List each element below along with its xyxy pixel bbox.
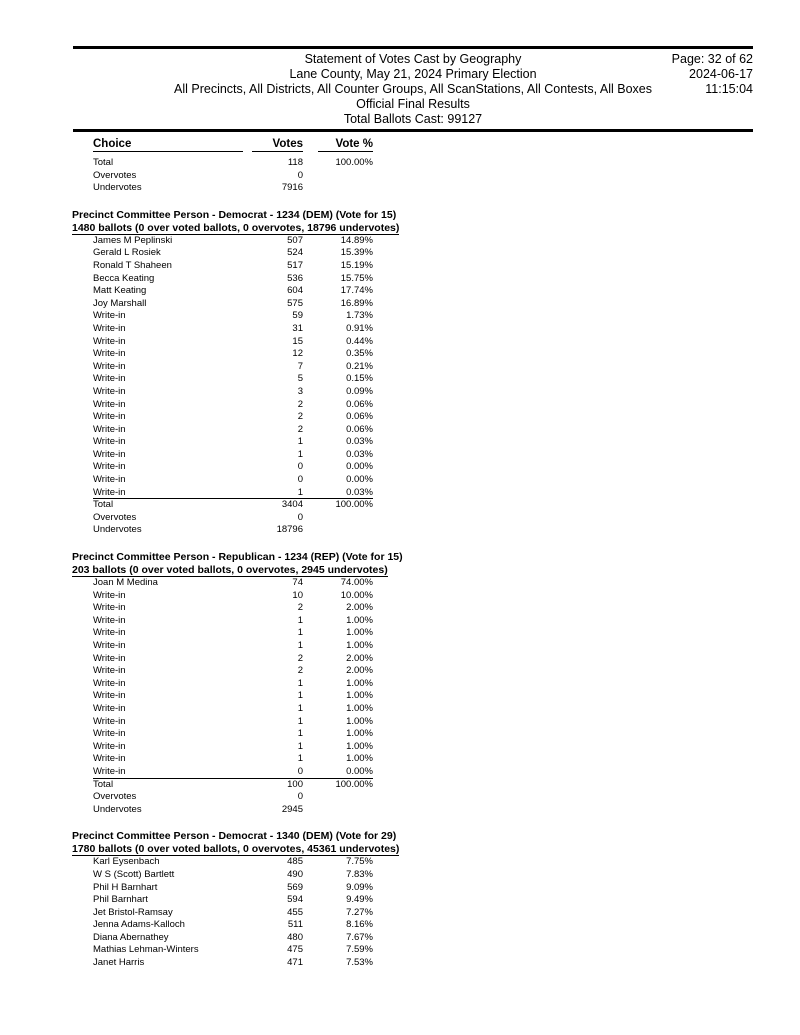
vote-percent: 2.00% [346, 652, 373, 664]
vote-percent: 1.00% [346, 740, 373, 752]
vote-count: 1 [297, 436, 303, 448]
vote-percent: 1.73% [346, 310, 373, 322]
choice-name: Becca Keating [93, 272, 155, 284]
column-header-vote-pct: Vote % [335, 138, 373, 150]
vote-percent: 0.03% [346, 486, 373, 498]
result-row [0, 944, 800, 957]
vote-count: 517 [287, 259, 303, 271]
vote-percent: 16.89% [340, 297, 373, 309]
result-row [0, 235, 800, 248]
vote-count: 490 [287, 868, 303, 880]
vote-count: 3 [297, 385, 303, 397]
vote-percent: 9.49% [346, 894, 373, 906]
report-time: 11:15:04 [705, 82, 753, 96]
result-row [0, 804, 800, 817]
vote-count: 5 [297, 373, 303, 385]
choice-name: Write-in [93, 360, 126, 372]
vote-count: 74 [292, 577, 303, 589]
vote-percent: 0.00% [346, 474, 373, 486]
vote-percent: 15.19% [340, 259, 373, 271]
choice-name: Phil H Barnhart [93, 881, 158, 893]
report-title: Statement of Votes Cast by Geography [304, 52, 522, 66]
result-row [0, 373, 800, 386]
result-row [0, 690, 800, 703]
section-gap [0, 195, 800, 209]
result-row [0, 399, 800, 412]
choice-name: Write-in [93, 665, 126, 677]
choice-name: Write-in [93, 310, 126, 322]
choice-name: Write-in [93, 728, 126, 740]
vote-count: 2 [297, 665, 303, 677]
result-row [0, 386, 800, 399]
choice-name: W S (Scott) Bartlett [93, 868, 175, 880]
vote-percent: 9.09% [346, 881, 373, 893]
vote-count: 7 [297, 360, 303, 372]
page-number: Page: 32 of 62 [671, 52, 753, 66]
section-gap [0, 816, 800, 830]
vote-count: 15 [292, 335, 303, 347]
result-row [0, 932, 800, 945]
choice-name: Gerald L Rosiek [93, 247, 161, 259]
section-gap [0, 537, 800, 551]
vote-percent: 100.00% [335, 499, 373, 511]
result-row [0, 577, 800, 590]
vote-percent: 0.06% [346, 411, 373, 423]
vote-percent: 1.00% [346, 690, 373, 702]
vote-count: 1 [297, 677, 303, 689]
choice-name: James M Peplinski [93, 234, 173, 246]
vote-percent: 7.83% [346, 868, 373, 880]
choice-name: Jenna Adams-Kalloch [93, 919, 185, 931]
result-row [0, 957, 800, 970]
result-row [0, 424, 800, 437]
column-header-votes: Votes [272, 138, 303, 150]
vote-count: 100 [287, 778, 303, 790]
vote-percent: 2.00% [346, 602, 373, 614]
vote-percent: 2.00% [346, 665, 373, 677]
choice-name: Write-in [93, 589, 126, 601]
result-row [0, 791, 800, 804]
vote-percent: 7.67% [346, 931, 373, 943]
result-row [0, 753, 800, 766]
choice-name: Write-in [93, 765, 126, 777]
vote-count: 3404 [281, 499, 303, 511]
choice-name: Write-in [93, 436, 126, 448]
vote-count: 1 [297, 740, 303, 752]
result-row [0, 361, 800, 374]
result-row [0, 273, 800, 286]
contest-ballot-summary-text: 1480 ballots (0 over voted ballots, 0 overvotes, 18796 undervotes) [72, 221, 400, 234]
vote-count: 0 [297, 461, 303, 473]
choice-name: Write-in [93, 690, 126, 702]
choice-name: Write-in [93, 474, 126, 486]
result-row [0, 157, 800, 170]
vote-count: 1 [297, 702, 303, 714]
vote-count: 604 [287, 285, 303, 297]
choice-name: Write-in [93, 486, 126, 498]
choice-name: Undervotes [93, 803, 142, 815]
vote-percent: 0.91% [346, 322, 373, 334]
vote-count: 2 [297, 398, 303, 410]
choice-name: Write-in [93, 602, 126, 614]
vote-count: 31 [292, 322, 303, 334]
choice-name: Total [93, 499, 114, 511]
choice-name: Write-in [93, 614, 126, 626]
vote-percent: 1.00% [346, 614, 373, 626]
vote-percent: 0.06% [346, 423, 373, 435]
result-row [0, 856, 800, 869]
choice-name: Write-in [93, 715, 126, 727]
vote-percent: 0.00% [346, 765, 373, 777]
result-row [0, 907, 800, 920]
choice-name: Total [93, 157, 114, 168]
vote-count: 1 [297, 486, 303, 498]
total-ballots-cast: Total Ballots Cast: 99127 [343, 112, 483, 126]
vote-count: 480 [287, 931, 303, 943]
choice-name: Karl Eysenbach [93, 856, 160, 868]
result-row [0, 336, 800, 349]
vote-percent: 0.21% [346, 360, 373, 372]
result-row [0, 716, 800, 729]
choice-name: Joy Marshall [93, 297, 147, 309]
choice-name: Phil Barnhart [93, 894, 148, 906]
vote-percent: 1.00% [346, 753, 373, 765]
result-row [0, 627, 800, 640]
result-row [0, 741, 800, 754]
vote-count: 524 [287, 247, 303, 259]
choice-name: Overvotes [93, 169, 137, 181]
vote-percent: 0.09% [346, 385, 373, 397]
vote-count: 594 [287, 894, 303, 906]
vote-count: 455 [287, 906, 303, 918]
vote-percent: 0.06% [346, 398, 373, 410]
vote-count: 0 [297, 474, 303, 486]
result-row [0, 678, 800, 691]
report-date: 2024-06-17 [689, 67, 753, 81]
result-row [0, 653, 800, 666]
choice-name: Write-in [93, 640, 126, 651]
choice-name: Write-in [93, 335, 126, 347]
choice-name: Write-in [93, 461, 126, 473]
result-status: Official Final Results [356, 97, 470, 111]
vote-percent: 8.16% [346, 919, 373, 931]
vote-count: 59 [292, 310, 303, 322]
vote-percent: 74.00% [340, 577, 373, 589]
result-row [0, 411, 800, 424]
vote-percent: 1.00% [346, 627, 373, 639]
vote-count: 1 [297, 753, 303, 765]
vote-count: 2945 [281, 803, 303, 815]
vote-count: 118 [287, 157, 303, 168]
contest-ballot-summary-text: 203 ballots (0 over voted ballots, 0 overvotes, 2945 undervotes) [72, 564, 388, 577]
choice-name: Mathias Lehman-Winters [93, 944, 199, 956]
contest-ballot-summary [0, 564, 800, 577]
vote-count: 1 [297, 640, 303, 651]
result-row [0, 512, 800, 525]
contest-ballot-summary-text: 1780 ballots (0 over voted ballots, 0 overvotes, 45361 undervotes) [72, 843, 400, 856]
vote-percent: 0.00% [346, 461, 373, 473]
result-row [0, 436, 800, 449]
result-row [0, 323, 800, 336]
vote-count: 1 [297, 627, 303, 639]
vote-count: 18796 [276, 524, 303, 536]
report-filters: All Precincts, All Districts, All Counter Groups, All ScanStations, All Contests, All Boxes [174, 82, 652, 96]
choice-name: Write-in [93, 753, 126, 765]
choice-name: Write-in [93, 385, 126, 397]
contest-title: Precinct Committee Person - Republican - 1234 (REP) (Vote for 15) [72, 551, 403, 564]
choice-name: Write-in [93, 423, 126, 435]
header-top-rule [73, 46, 753, 49]
choice-name: Joan M Medina [93, 577, 158, 589]
choice-name: Total [93, 778, 114, 790]
result-row [0, 728, 800, 741]
result-row [0, 348, 800, 361]
contest-ballot-summary [0, 843, 800, 856]
choice-name: Write-in [93, 398, 126, 410]
vote-percent: 1.00% [346, 715, 373, 727]
choice-name: Write-in [93, 411, 126, 423]
contest-title: Precinct Committee Person - Democrat - 1234 (DEM) (Vote for 15) [72, 208, 397, 221]
vote-count: 507 [287, 234, 303, 246]
result-row [0, 474, 800, 487]
vote-count: 0 [297, 765, 303, 777]
choice-name: Write-in [93, 373, 126, 385]
result-row [0, 499, 800, 512]
result-row [0, 182, 800, 195]
vote-count: 1 [297, 448, 303, 460]
vote-count: 0 [297, 791, 303, 803]
vote-count: 575 [287, 297, 303, 309]
result-row [0, 869, 800, 882]
vote-percent: 0.03% [346, 448, 373, 460]
contest-title: Precinct Committee Person - Democrat - 1340 (DEM) (Vote for 29) [72, 830, 397, 843]
vote-count: 0 [297, 511, 303, 523]
vote-count: 1 [297, 614, 303, 626]
vote-percent: 100.00% [335, 778, 373, 790]
result-row [0, 602, 800, 615]
result-row [0, 894, 800, 907]
result-row [0, 285, 800, 298]
vote-percent: 7.59% [346, 944, 373, 956]
result-row [0, 665, 800, 678]
election-name: Lane County, May 21, 2024 Primary Election [289, 67, 537, 81]
vote-count: 511 [287, 919, 303, 931]
choice-name: Overvotes [93, 791, 137, 803]
result-row [0, 170, 800, 183]
vote-count: 2 [297, 602, 303, 614]
choice-name: Write-in [93, 740, 126, 752]
choice-name: Undervotes [93, 524, 142, 536]
vote-count: 471 [287, 957, 303, 969]
choice-name: Diana Abernathey [93, 931, 169, 943]
choice-name: Write-in [93, 677, 126, 689]
choice-name: Write-in [93, 448, 126, 460]
vote-count: 1 [297, 715, 303, 727]
choice-name: Matt Keating [93, 285, 147, 297]
choice-name: Overvotes [93, 511, 137, 523]
result-row [0, 766, 800, 779]
vote-percent: 100.00% [335, 157, 373, 168]
column-header-rule [93, 151, 243, 152]
vote-percent: 0.44% [346, 335, 373, 347]
vote-count: 1 [297, 690, 303, 702]
choice-name: Write-in [93, 627, 126, 639]
choice-name: Ronald T Shaheen [93, 259, 172, 271]
vote-percent: 1.00% [346, 728, 373, 740]
vote-percent: 17.74% [340, 285, 373, 297]
vote-count: 12 [292, 348, 303, 360]
result-row [0, 703, 800, 716]
vote-count: 1 [297, 728, 303, 740]
vote-percent: 7.27% [346, 906, 373, 918]
contest-ballot-summary [0, 222, 800, 235]
choice-name: Write-in [93, 348, 126, 360]
vote-count: 7916 [281, 182, 303, 194]
vote-count: 0 [297, 169, 303, 181]
result-row [0, 640, 800, 653]
choice-name: Write-in [93, 702, 126, 714]
choice-name: Write-in [93, 322, 126, 334]
result-row [0, 882, 800, 895]
result-row [0, 310, 800, 323]
result-row [0, 298, 800, 311]
vote-count: 10 [292, 589, 303, 601]
choice-name: Janet Harris [93, 957, 145, 969]
vote-percent: 7.75% [346, 856, 373, 868]
vote-percent: 0.03% [346, 436, 373, 448]
column-header-rule [252, 151, 303, 152]
vote-percent: 1.00% [346, 677, 373, 689]
vote-count: 2 [297, 411, 303, 423]
header-bottom-rule [73, 129, 753, 132]
vote-percent: 1.00% [346, 640, 373, 651]
vote-percent: 15.75% [340, 272, 373, 284]
vote-count: 2 [297, 423, 303, 435]
result-row [0, 615, 800, 628]
result-row [0, 461, 800, 474]
vote-percent: 0.15% [346, 373, 373, 385]
column-header-choice: Choice [93, 138, 132, 150]
choice-name: Write-in [93, 652, 126, 664]
vote-percent: 1.00% [346, 702, 373, 714]
vote-percent: 0.35% [346, 348, 373, 360]
result-row [0, 590, 800, 603]
column-header-rule [318, 151, 373, 152]
vote-count: 485 [287, 856, 303, 868]
vote-percent: 14.89% [340, 234, 373, 246]
choice-name: Jet Bristol-Ramsay [93, 906, 173, 918]
result-row [0, 260, 800, 273]
result-row [0, 449, 800, 462]
result-row [0, 247, 800, 260]
results-body [0, 157, 800, 970]
report-header [73, 52, 753, 132]
result-row [0, 524, 800, 537]
result-row [0, 779, 800, 792]
result-row [0, 919, 800, 932]
vote-count: 475 [287, 944, 303, 956]
result-row [0, 487, 800, 500]
choice-name: Undervotes [93, 182, 142, 194]
vote-percent: 15.39% [340, 247, 373, 259]
vote-count: 569 [287, 881, 303, 893]
vote-percent: 10.00% [340, 589, 373, 601]
vote-count: 2 [297, 652, 303, 664]
vote-count: 536 [287, 272, 303, 284]
vote-percent: 7.53% [346, 957, 373, 969]
